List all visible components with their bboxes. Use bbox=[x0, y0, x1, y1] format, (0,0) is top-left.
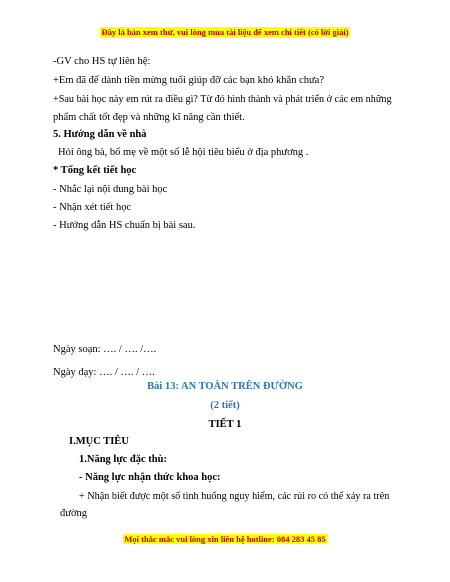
objectives-heading: I.MỤC TIÊU bbox=[69, 436, 129, 447]
summary-heading: * Tổng kết tiết học bbox=[53, 165, 137, 176]
date-prepared: Ngày soạn: …. / …. /…. bbox=[53, 344, 157, 355]
question-2-line-1: +Sau bài học này em rút ra điều gì? Từ đó hình thành và phát triển ở các em những bbox=[53, 94, 392, 105]
homework-heading: 5. Hướng dẫn về nhà bbox=[53, 129, 147, 140]
homework-text: Hỏi ông bà, bố mẹ về một số lễ hội tiêu biểu ở địa phương . bbox=[58, 147, 309, 158]
hotline-banner bbox=[0, 534, 450, 545]
objective-bullet-line-1: + Nhận biết được một số tình huống nguy hiểm, các rủi ro có thể xảy ra trên bbox=[79, 491, 390, 502]
objectives-subheading-2: - Năng lực nhận thức khoa học: bbox=[79, 472, 221, 483]
question-2-line-2: phẩm chất tốt đẹp và những kĩ năng cần thiết. bbox=[53, 112, 245, 123]
summary-item: - Hướng dẫn HS chuẩn bị bài sau. bbox=[53, 220, 196, 231]
lesson-periods: (2 tiết) bbox=[210, 400, 240, 411]
objectives-subheading-1: 1.Năng lực đặc thù: bbox=[79, 454, 167, 465]
question-1: +Em đã để dành tiền mừng tuổi giúp đỡ các bạn khó khăn chưa? bbox=[53, 75, 324, 86]
period-label: TIẾT 1 bbox=[208, 419, 242, 430]
date-taught: Ngày dạy: …. / …. / …. bbox=[53, 367, 155, 378]
summary-item: - Nhận xét tiết học bbox=[53, 202, 132, 213]
lesson-title: Bài 13: AN TOÀN TRÊN ĐƯỜNG bbox=[147, 381, 303, 392]
objective-bullet-line-2: đường bbox=[60, 508, 87, 519]
preview-banner bbox=[0, 27, 450, 38]
summary-item: - Nhắc lại nội dung bài học bbox=[53, 184, 168, 195]
teacher-prompt: -GV cho HS tự liên hệ: bbox=[53, 56, 151, 67]
hotline-banner-text: Mọi thắc mắc vui lòng xin liên hệ hotline: 084 283 45 85 bbox=[124, 534, 326, 544]
preview-banner-text: Đây là bản xem thử, vui lòng mua tài liệu để xem chi tiết (có lời giải) bbox=[101, 27, 349, 37]
